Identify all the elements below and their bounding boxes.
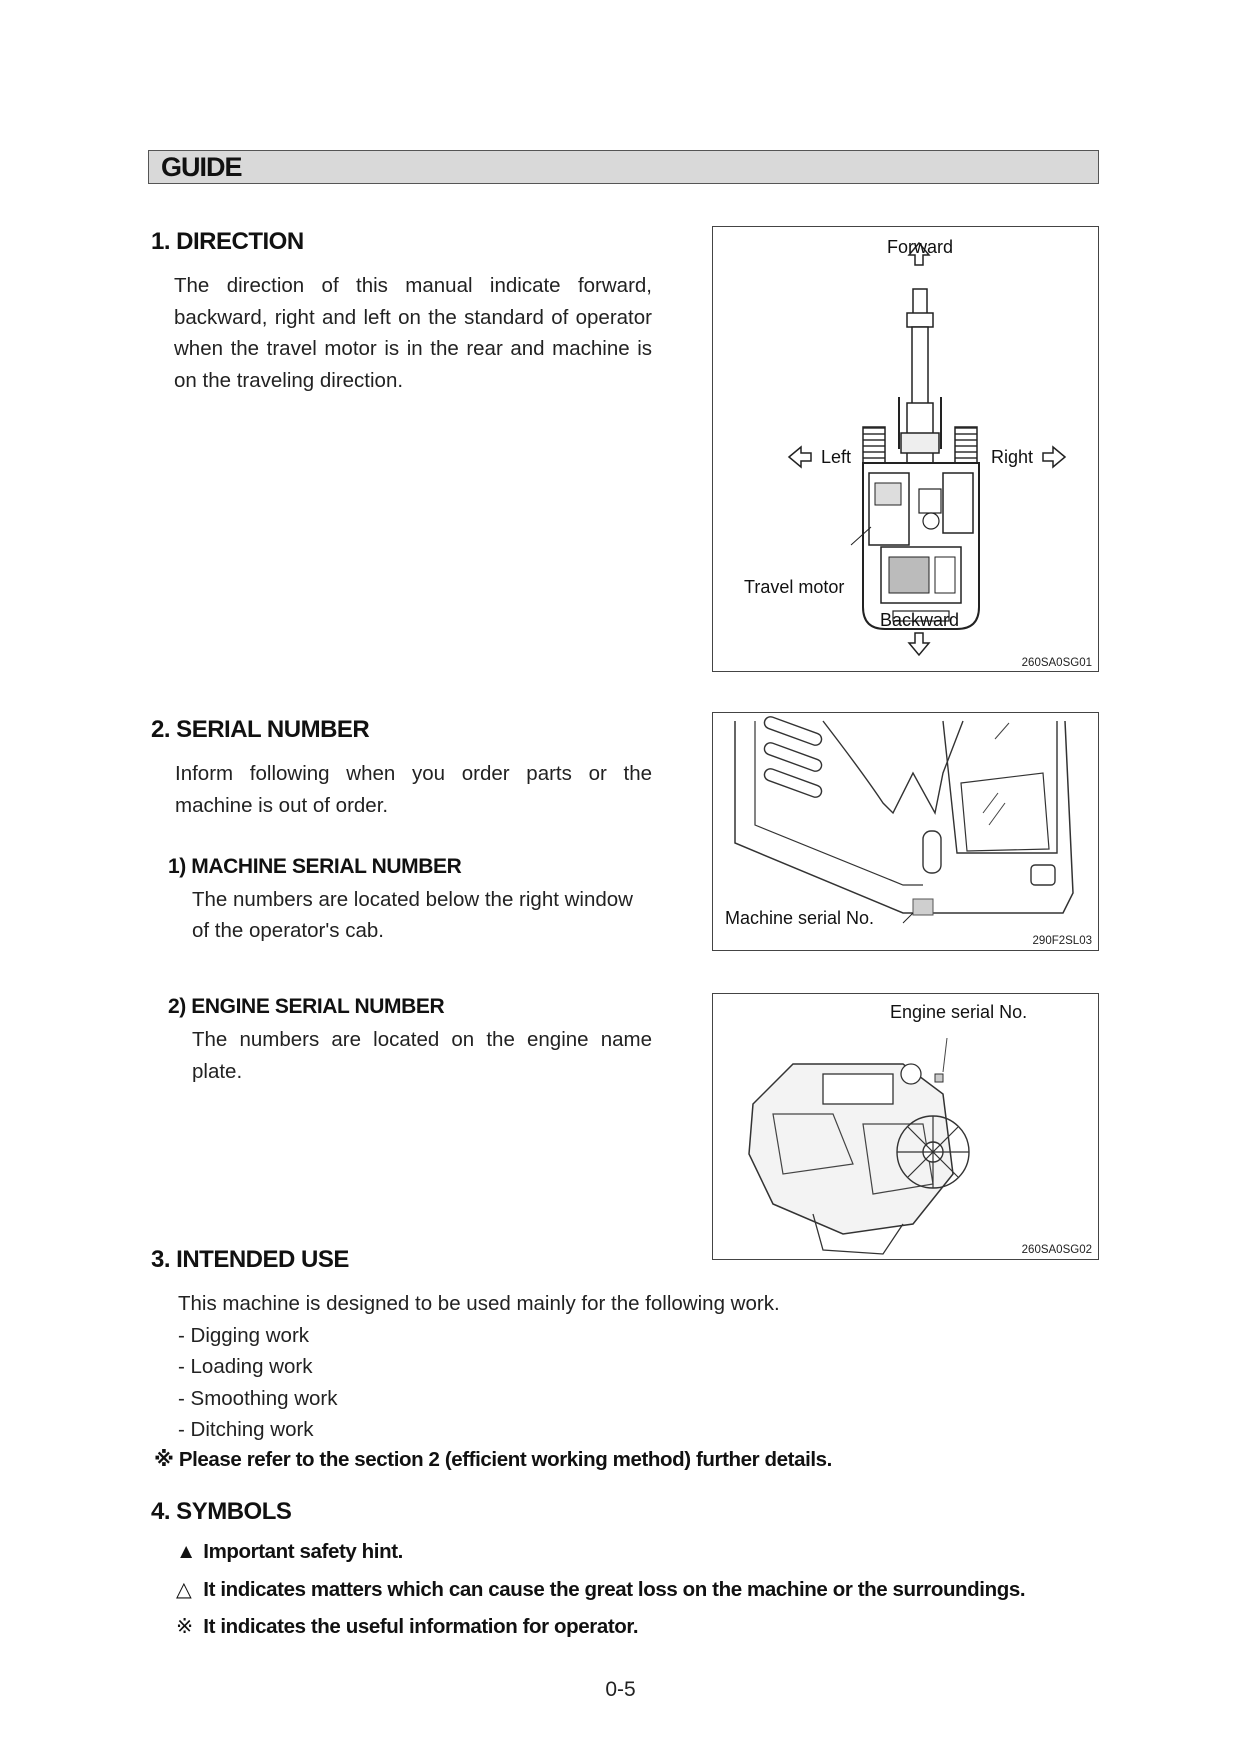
warning-triangle-outline-icon: △ — [176, 1578, 192, 1601]
right-label: Right — [991, 447, 1034, 467]
machine-serial-line-1: The numbers are located below the right window — [192, 888, 633, 911]
intended-use-note-text: Please refer to the section 2 (efficient working method) further details. — [178, 1448, 832, 1471]
guide-header-bar — [148, 150, 1099, 184]
machine-serial-line-2: of the operator's cab. — [192, 919, 384, 942]
forward-label: Forward — [887, 237, 954, 257]
right-arrow-icon — [1043, 447, 1065, 467]
backward-arrow-icon — [909, 633, 929, 655]
symbol-row-safety — [176, 1540, 403, 1564]
direction-paragraph: The direction of this manual indicate forward, backward, right and left on the standard of operator when the travel motor is in the rear and machine is on the traveling direction. — [174, 274, 652, 392]
symbol-text: It indicates matters which can cause the great loss on the machine or the surroundings. — [203, 1578, 1026, 1601]
engine-serial-figure-code: 260SA0SG02 — [1021, 1244, 1092, 1256]
intended-use-heading: 3. INTENDED USE — [151, 1246, 349, 1273]
serial-paragraph: Inform following when you order parts or the machine is out of order. — [175, 762, 652, 817]
symbol-text: It indicates the useful information for operator. — [203, 1615, 639, 1638]
direction-figure — [712, 226, 1099, 672]
intended-use-item: - Digging work — [178, 1324, 310, 1347]
left-arrow-icon — [789, 447, 811, 467]
intended-use-intro: This machine is designed to be used mainly for the following work. — [178, 1292, 780, 1315]
machine-serial-figure-code: 290F2SL03 — [1032, 935, 1092, 947]
intended-use-item: - Loading work — [178, 1355, 313, 1378]
symbols-heading: 4. SYMBOLS — [151, 1498, 292, 1525]
direction-heading: 1. DIRECTION — [151, 228, 304, 255]
intended-use-item: - Smoothing work — [178, 1387, 338, 1410]
travel-motor-label: Travel motor — [744, 577, 845, 597]
reference-mark-icon: ※ — [154, 1448, 174, 1471]
intended-use-note — [154, 1447, 832, 1472]
engine-serial-heading: 2) ENGINE SERIAL NUMBER — [168, 995, 445, 1018]
symbol-row-caution — [176, 1577, 1025, 1602]
reference-mark-icon: ※ — [176, 1615, 193, 1638]
machine-serial-heading: 1) MACHINE SERIAL NUMBER — [168, 855, 462, 878]
symbol-text: Important safety hint. — [203, 1540, 403, 1563]
left-label: Left — [821, 447, 852, 467]
guide-title: GUIDE — [161, 152, 242, 182]
engine-serial-label: Engine serial No. — [890, 1002, 1028, 1022]
engine-illustration — [713, 994, 1100, 1261]
excavator-top-view-illustration — [713, 227, 1100, 673]
engine-serial-paragraph: The numbers are located on the engine name plate. — [192, 1028, 652, 1083]
serial-heading: 2. SERIAL NUMBER — [151, 716, 370, 743]
engine-serial-figure — [712, 993, 1099, 1260]
page-number: 0-5 — [605, 1678, 636, 1701]
intended-use-item: - Ditching work — [178, 1418, 314, 1441]
machine-serial-label: Machine serial No. — [725, 908, 875, 928]
figure-code: 260SA0SG01 — [1021, 657, 1092, 669]
warning-triangle-filled-icon: ▲ — [176, 1540, 196, 1563]
machine-serial-figure — [712, 712, 1099, 951]
symbol-row-info — [176, 1614, 638, 1639]
backward-label: Backward — [880, 610, 960, 630]
